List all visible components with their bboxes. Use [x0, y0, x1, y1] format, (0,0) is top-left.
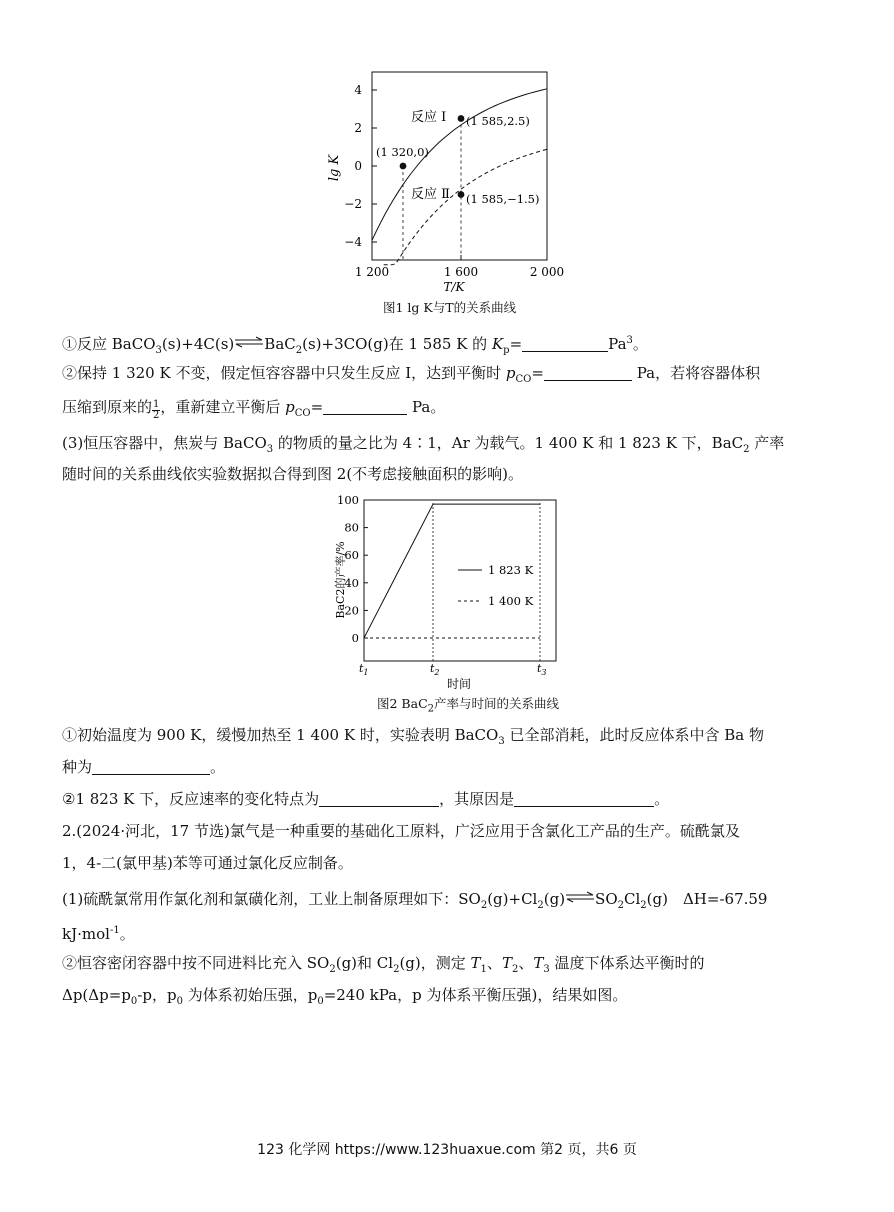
sub: 0	[176, 996, 183, 1007]
answer-blank-ba-species[interactable]	[92, 758, 210, 775]
fraction-numerator: 1	[153, 399, 160, 410]
sub: 2	[640, 900, 647, 911]
figure1-caption: 图1 lg K与T的关系曲线	[383, 300, 517, 315]
equilibrium-arrow-icon	[565, 891, 595, 903]
text-p4-b: (g)和 Cl	[335, 954, 394, 972]
text-p5-b: -p，p	[137, 986, 177, 1004]
text-p5-d: =240 kPa，p 为体系平衡压强)，结果如图。	[323, 986, 628, 1004]
text-q1-d: (s)+3CO(g)在 1 585 K 的	[302, 335, 492, 353]
question-pco-line2	[62, 396, 445, 425]
text-q2-b: =	[531, 364, 544, 382]
answer-blank-kp[interactable]	[522, 335, 608, 352]
text-q2-d: 压缩到原来的	[62, 398, 153, 416]
text-q4-d: 。	[210, 758, 226, 776]
figure1-y-tick-label: 0	[354, 159, 362, 173]
figure1-y-tick-label: 4	[354, 83, 362, 97]
figure1-y-tick-label: 2	[354, 121, 362, 135]
question-kp	[62, 330, 648, 362]
question-5	[62, 788, 669, 810]
sub: 3	[155, 345, 162, 356]
question-4-line2	[62, 756, 225, 778]
figure2-y-label: BaC2的产率/%	[334, 541, 347, 619]
sub: 3	[498, 736, 505, 747]
text-p4-d: 、	[486, 954, 502, 972]
page-footer: 123 化学网 https://www.123huaxue.com 第2 页，共6 页	[257, 1142, 637, 1158]
text-p3-e: Cl	[624, 890, 641, 908]
problem2-line1	[62, 820, 740, 842]
text-p5-c: 为体系初始压强，p	[182, 986, 318, 1004]
figure2-y-tick-label: 80	[344, 520, 359, 535]
problem2-sub1-line2	[62, 920, 135, 945]
figure2-y-tick-label: 20	[344, 603, 359, 618]
figure1-point-1585-2.5	[458, 115, 465, 122]
figure1-annotation-a: (1 585,2.5)	[466, 114, 530, 128]
question-pco-line1	[62, 362, 760, 391]
figure2-x-label: 时间	[446, 677, 472, 691]
figure2-x-tick-t1: $t_1$	[359, 662, 369, 677]
text-p3-h: kJ·mol	[62, 925, 110, 943]
text-q4-c: 种为	[62, 758, 93, 776]
figure1-annotation-c: (1 585,−1.5)	[466, 192, 540, 206]
sub: 3	[543, 964, 550, 975]
text-q2-f: =	[310, 398, 324, 416]
text-q5-b: ，其原因是	[439, 790, 515, 808]
figure1-point-1320-0	[400, 163, 407, 170]
sub: 0	[317, 996, 324, 1007]
figure1-y-label: lg K	[327, 154, 342, 182]
text-p2-a: 2.(2024·河北，17 节选)氯气是一种重要的基础化工原料，广泛应用于含氯化工产品的生产。硫酰氯及	[62, 822, 740, 840]
figure2-caption: 图2 BaC$_2$产率与时间的关系曲线	[377, 696, 560, 715]
figure2-y-tick-label: 60	[344, 548, 359, 563]
figure2-y-tick-label: 40	[344, 575, 359, 590]
text-q2-e: ，重新建立平衡后	[160, 398, 286, 416]
figure2-frame	[364, 500, 556, 661]
sub: 2	[480, 900, 488, 911]
figure1-point-1585-neg1.5	[458, 191, 465, 198]
text-q3-b: 的物质的量之比为 4∶1，Ar 为载气。1 400 K 和 1 823 K 下，BaC	[273, 434, 744, 452]
equilibrium-arrow-icon	[234, 336, 264, 348]
text-p4-c: (g)，测定	[399, 954, 471, 972]
text-q2-g: Pa。	[407, 398, 446, 416]
text-q1-e: =	[509, 335, 523, 353]
text-q3-d: 随时间的关系曲线依实验数据拟合得到图 2(不考虑接触面积的影响)。	[62, 465, 524, 483]
symbol-t: T	[533, 954, 544, 972]
text-q1-b: (s)+4C(s)	[161, 335, 235, 353]
text-p3-f: (g)	[646, 890, 683, 908]
text-q4-a: ①初始温度为 900 K，缓慢加热至 1 400 K 时，实验表明 BaCO	[62, 726, 499, 744]
sub: 2	[537, 900, 544, 911]
text-p3-a: (1)硫酰氯常用作氯化剂和氯磺化剂，工业上制备原理如下：SO	[62, 890, 481, 908]
answer-blank-reason[interactable]	[514, 790, 654, 807]
text-q1-c: BaC	[264, 335, 296, 353]
sub: 2	[743, 444, 750, 455]
text-q4-b: 已全部消耗，此时反应体系中含 Ba 物	[504, 726, 764, 744]
figure2-y-tick-label: 100	[337, 493, 359, 507]
period: 。	[632, 335, 648, 353]
text-q1-a: ①反应 BaCO	[62, 335, 156, 353]
answer-blank-pco2[interactable]	[323, 398, 407, 415]
symbol-t: T	[501, 954, 512, 972]
figure1-x-tick-label: 2 000	[529, 265, 565, 279]
figure1-chart	[0, 0, 894, 300]
figure2-legend-1823: 1 823 K	[488, 563, 534, 577]
figure1-label-reaction1: 反应 Ⅰ	[411, 110, 447, 125]
sub: 2	[617, 900, 624, 911]
sup: -1	[109, 925, 120, 936]
answer-blank-rate[interactable]	[319, 790, 439, 807]
text-q2-c: Pa，若将容器体积	[631, 364, 761, 382]
text-p5-a: Δp(Δp=p	[62, 986, 131, 1004]
text-q5-a: ②1 823 K 下，反应速率的变化特点为	[62, 790, 320, 808]
figure1-y-tick-label: −2	[344, 197, 362, 211]
fraction-denominator: 2	[153, 410, 160, 421]
symbol-p: p	[285, 398, 295, 416]
problem2-sub2-line1	[62, 952, 705, 981]
text-q3-a: (3)恒压容器中，焦炭与 BaCO	[62, 434, 267, 452]
sub: 2	[295, 345, 303, 356]
sub: CO	[515, 374, 532, 385]
figure2-x-tick-t2: $t_2$	[430, 662, 440, 677]
text-p3-d: SO	[595, 890, 618, 908]
figure2-y-tick-label: 0	[351, 631, 359, 645]
question-3-line2	[62, 463, 523, 485]
figure1-x-tick-label: 1 600	[443, 265, 479, 279]
sup: 3	[626, 335, 633, 346]
text-p4-e: 、	[518, 954, 534, 972]
problem2-line2	[62, 852, 353, 874]
sub: 3	[266, 444, 274, 455]
sub: p	[503, 345, 510, 356]
figure2-legend-1400: 1 400 K	[488, 594, 534, 608]
figure1-frame	[372, 72, 547, 260]
symbol-k: K	[491, 335, 504, 353]
sub: 1	[480, 964, 487, 975]
symbol-p: p	[505, 364, 516, 382]
text-q5-c: 。	[654, 790, 670, 808]
sub: 0	[130, 996, 138, 1007]
text-p4-f: 温度下体系达平衡时的	[549, 954, 705, 972]
figure1-annotation-b: (1 320,0)	[376, 145, 429, 159]
sub: CO	[294, 408, 311, 419]
figure1-y-tick-label: −4	[344, 235, 362, 249]
sub: 2	[329, 964, 336, 975]
figure2-x-tick-t3: $t_3$	[537, 662, 547, 677]
text-p3-c: (g)	[543, 890, 566, 908]
figure1-series-reaction2	[384, 149, 547, 264]
symbol-t: T	[470, 954, 481, 972]
problem2-sub2-line2	[62, 984, 627, 1013]
sub: 2	[393, 964, 400, 975]
text-q2-a: ②保持 1 320 K 不变，假定恒容容器中只发生反应 Ⅰ，达到平衡时	[62, 364, 506, 382]
question-4-line1	[62, 724, 764, 753]
figure1-x-tick-label: 1 200	[354, 265, 390, 279]
text-q1-f: Pa	[608, 335, 627, 353]
figure2-chart	[0, 490, 894, 710]
period: 。	[119, 925, 135, 943]
question-3-line1	[62, 432, 784, 461]
problem2-sub1-line1	[62, 888, 767, 917]
sub: 2	[511, 964, 519, 975]
answer-blank-pco1[interactable]	[544, 364, 632, 381]
text-p3-b: (g)+Cl	[487, 890, 538, 908]
figure1-x-label: T/K	[443, 280, 465, 294]
text-q3-c: 产率	[749, 434, 785, 452]
text-p2-b: 1，4-二(氯甲基)苯等可通过氯化反应制备。	[62, 854, 353, 872]
figure1-label-reaction2: 反应 Ⅱ	[411, 187, 450, 202]
text-p3-g: ΔH=-67.59	[682, 890, 768, 908]
text-p4-a: ②恒容密闭容器中按不同进料比充入 SO	[62, 954, 330, 972]
figure1-series-reaction1	[372, 89, 547, 241]
